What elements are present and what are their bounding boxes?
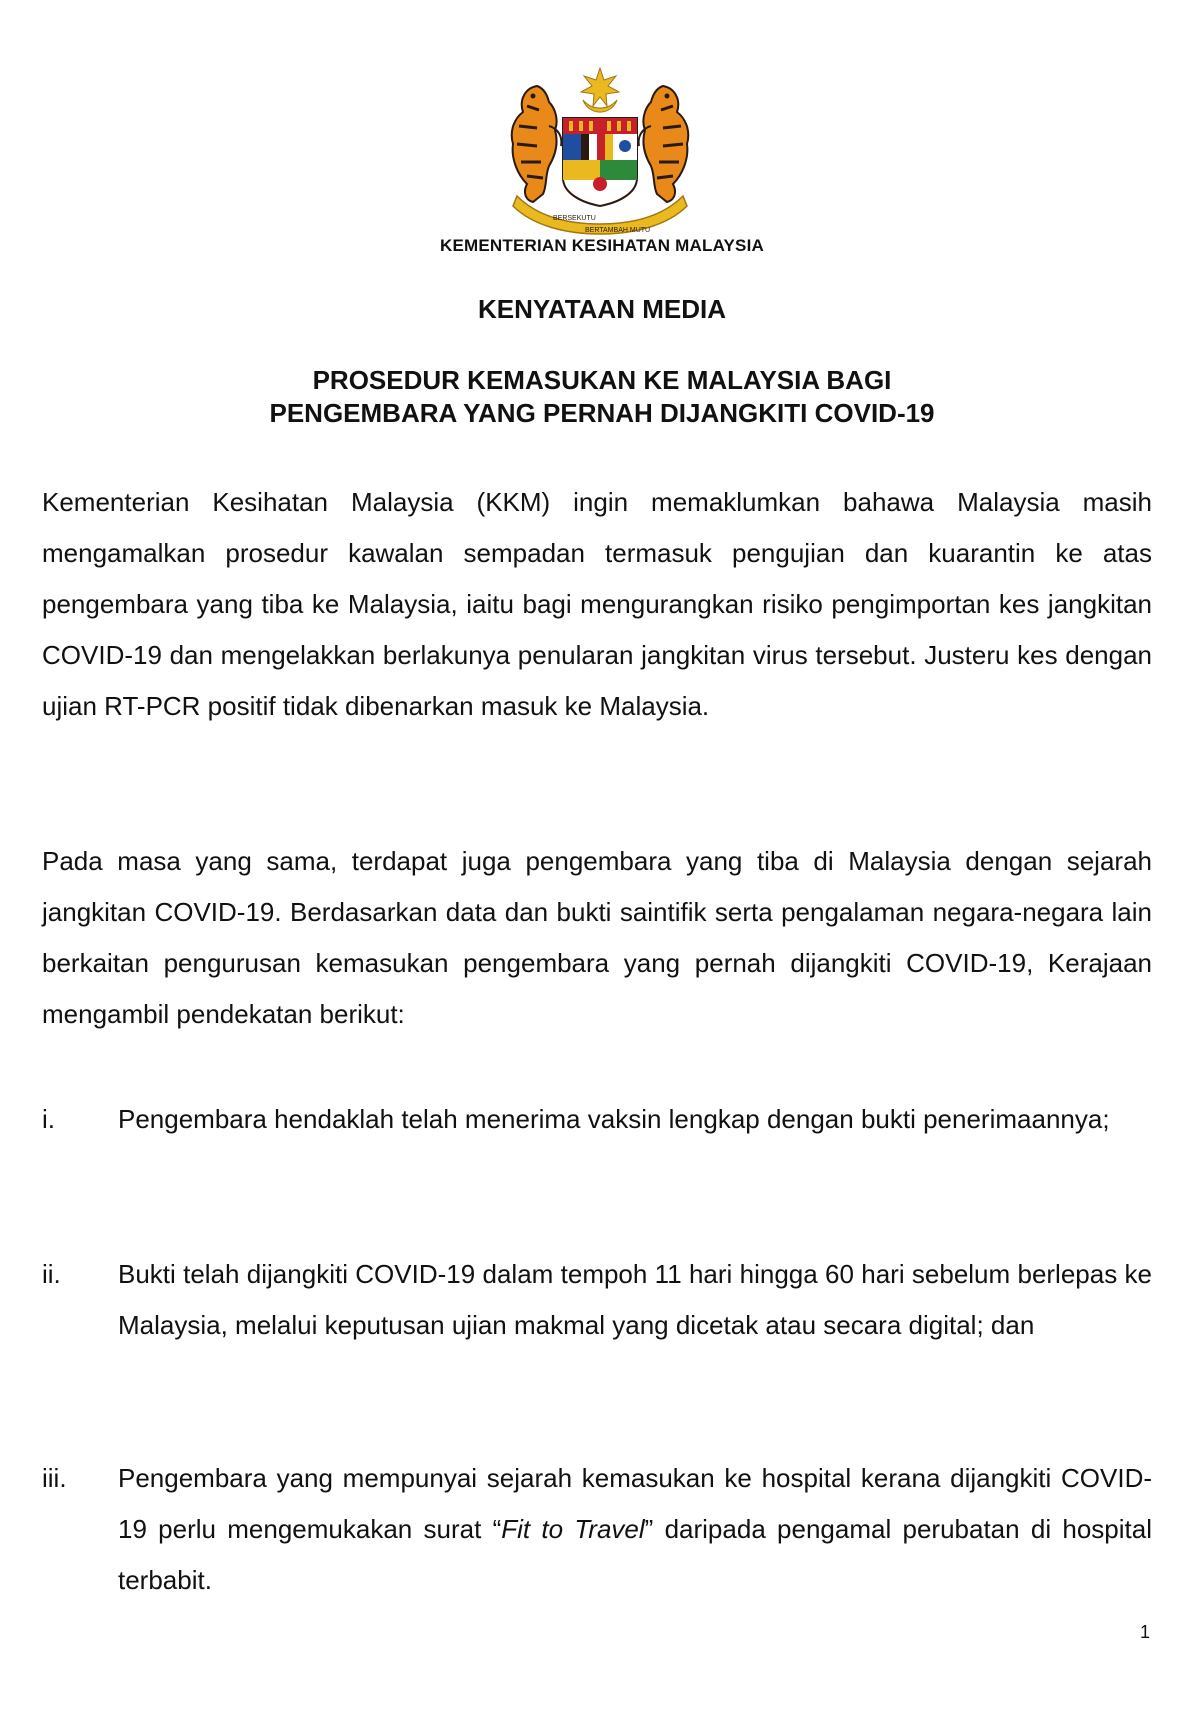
list-item-number: i. <box>42 1104 55 1134</box>
headline-line-2: PENGEMBARA YANG PERNAH DIJANGKITI COVID-19 <box>269 398 935 428</box>
fit-to-travel-emphasis: Fit to Travel <box>501 1514 645 1544</box>
list-item <box>42 1453 1152 1606</box>
right-tiger-icon <box>639 86 689 202</box>
list-item-text-start: Pengembara yang mempunyai sejarah kemasukan ke hospital kerana dijangkiti COVID-19 perlu mengemukakan surat “ <box>118 1463 1152 1544</box>
ministry-name: KEMENTERIAN KESIHATAN MALAYSIA <box>440 236 764 255</box>
list-item <box>42 1094 1152 1145</box>
list-item <box>42 1249 1152 1351</box>
page-number: 1 <box>1140 1622 1151 1642</box>
left-tiger-icon <box>512 86 562 202</box>
list-item-text-end: ” daripada pengamal perubatan di hospital terbabit. <box>118 1514 1152 1595</box>
coat-of-arms-crest <box>497 66 703 236</box>
crescent-icon <box>583 100 617 112</box>
document-type-title: KENYATAAN MEDIA <box>478 294 726 324</box>
list-item-text: Pengembara hendaklah telah menerima vaksin lengkap dengan bukti penerimaannya; <box>118 1104 1110 1134</box>
list-item-number: ii. <box>42 1259 61 1289</box>
list-item-text: Bukti telah dijangkiti COVID-19 dalam tempoh 11 hari hingga 60 hari sebelum berlepas ke Malaysia, melalui keputusan ujian makmal yang dicetak atau secara digital; dan <box>118 1259 1152 1340</box>
federal-star-icon <box>581 68 619 106</box>
crest-motto-left: BERSEKUTU <box>553 215 596 222</box>
headline <box>0 364 1204 430</box>
shield-icon <box>563 118 637 206</box>
paragraph-approach: Pada masa yang sama, terdapat juga pengembara yang tiba di Malaysia dengan sejarah jangkitan COVID-19. Berdasarkan data dan bukti saintifik serta pengalaman negara-negara lain berkaitan pengurusan kemasukan pengembara yang pernah dijangkiti COVID-19, Kerajaan mengambil pendekatan berikut: <box>42 846 1152 1029</box>
paragraph-intro: Kementerian Kesihatan Malaysia (KKM) ingin memaklumkan bahawa Malaysia masih mengamalkan prosedur kawalan sempadan termasuk pengujian dan kuarantin ke atas pengembara yang tiba ke Malaysia, iaitu bagi mengurangkan risiko pengimportan kes jangkitan COVID-19 dan mengelakkan berlakunya penularan jangkitan virus tersebut. Justeru kes dengan ujian RT-PCR positif tidak dibenarkan masuk ke Malaysia. <box>42 487 1152 721</box>
list-item-text <box>118 1453 1152 1606</box>
crest-motto-bottom: BERTAMBAH MUTU <box>585 227 651 234</box>
list-item-number: iii. <box>42 1463 67 1493</box>
headline-line-1: PROSEDUR KEMASUKAN KE MALAYSIA BAGI <box>312 365 892 395</box>
